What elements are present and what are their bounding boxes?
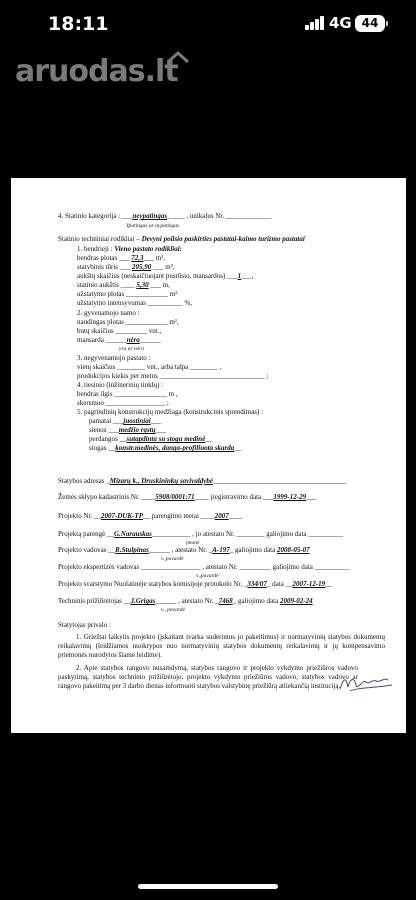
duty-2: 2. Apie statybos rangovo nusamdymą, statybos rangovo ir projekto vykdymo priežiūros vadovo paskyrimą, statybos techninio prižiūrėtojo, projekto vykdymo priežiūros vadovo, statybos vadovo ar rangovo pakeitimą per 3 darbo dienas informuoti statybos valstybinę priežiūrą atliekančią instituciją. bbox=[58, 664, 358, 690]
watermark-text: aruodas.lt bbox=[15, 54, 178, 89]
attic-row: mansarda ______nėra______ bbox=[77, 336, 161, 344]
home-indicator[interactable] bbox=[138, 884, 278, 889]
height-row: statinio aukštis ____ 5,30 ___ m, bbox=[77, 281, 170, 289]
diameter-row: skersmuo _________________ ; bbox=[77, 399, 169, 407]
places-row: vietų skaičius ________ vnt., arba talpa ________ , bbox=[77, 363, 222, 371]
duty-1: 1. Griežtai laikytis projekto (įskaitant tvarka suderintus jo pakeitimus) ir normatyvinių statybos dokumentų reikalavimų (leidžiamos nuokrypos nuo normatyvinių statybos dokumentų reikalavimų ir jų kompensavimo priemonės nurodytos šiame leidime). bbox=[58, 633, 385, 659]
slabs-row: perdangos __sutapdinta su stogu medinė__ bbox=[89, 435, 213, 443]
roof-row: stogas __konstr.medinės, danga-profiliuota skarda__ bbox=[89, 444, 242, 452]
project-row: Projekto Nr. __2007-DUK-TP__ parengimo metai ____2007____ bbox=[58, 512, 243, 520]
category-row: 4. Statinio kategorija : ___neypatingas_____ , unikalus Nr. _____________ bbox=[58, 212, 272, 220]
tech-indicators-row: Statinio techniniai rodikliai – Devyni poilsio paskirties pastatai-kaimo turizmo pastatai bbox=[58, 235, 305, 243]
intensity-row: užstatymo intensyvumas __________ %, bbox=[77, 299, 193, 307]
status-time: 18:11 bbox=[48, 13, 109, 35]
manager-row: Projekto vadovas __R.Stulpinas______ , atestato Nr. _A-197_ galiojimo data 2008-05-07 bbox=[58, 546, 310, 554]
supervisor-hint: v., pavardė bbox=[161, 607, 185, 613]
document-page bbox=[11, 178, 406, 733]
battery-icon: 44 bbox=[355, 15, 385, 32]
total-area-row: bendras plotas ___ 72,3___ m², bbox=[77, 254, 166, 262]
built-area-row: užstatymo plotas ____________ m² bbox=[77, 290, 178, 298]
foundation-row: pamatai ___juostiniai___ bbox=[89, 417, 162, 425]
signal-icon bbox=[305, 16, 325, 30]
production-row: produkcijos kiekis per metus ______________________________ ; bbox=[77, 372, 269, 380]
section-materials: 5. pagrindinių konstrukcijų medžiaga (konstrukcinis sprendimas) : bbox=[77, 408, 264, 416]
cadastre-row: Žemės sklypo kadastrinis Nr. ____5908/0001:71____ įregistravimo data ___1999-12-29___ bbox=[58, 493, 317, 501]
network-type: 4G bbox=[329, 14, 352, 32]
section-general: 1. bendrieji : Vieno pastato rodikliai: bbox=[77, 245, 183, 253]
expert-hint: v.,pavardė bbox=[196, 573, 219, 579]
bottom-area bbox=[0, 733, 416, 900]
status-bar bbox=[0, 0, 416, 50]
preparer-row: Projektą parengė __G.Narauskas___________ , jo atestato Nr. ________ galiojimo data __________ bbox=[58, 530, 344, 538]
section-nonresidential: 3. negyvenamojo pastato : bbox=[77, 354, 151, 362]
duties-title: Statytojas privalo : bbox=[58, 621, 111, 629]
volume-row: statybinis tūris ___ 205,90 ___ m³, bbox=[77, 263, 175, 271]
section-residential: 2. gyvenamojo namo : bbox=[77, 309, 140, 317]
section-linear: 4. tiesinio (inžinerinių tinklų) : bbox=[77, 381, 164, 389]
manager-hint: v.,pavardė bbox=[161, 556, 184, 562]
category-hint: Ypatingas ar nypatingas bbox=[126, 223, 180, 229]
length-row: bendras ilgis _______________ m , bbox=[77, 390, 178, 398]
preparer-hint: įmonė bbox=[186, 540, 200, 546]
address-row: Statybos adresas _Mizarų k., Druskininkų savivaldybė______________________________________ bbox=[58, 477, 346, 485]
attic-hint: yra ar nėra bbox=[119, 346, 145, 352]
handwritten-signature bbox=[336, 673, 396, 695]
expert-row: Projekto ekspertizės vadovas _________________ , atestato Nr. _________ galiojimo data __________ bbox=[58, 563, 350, 571]
useful-area-row: naudingas plotas ____________ m², bbox=[77, 318, 179, 326]
supervisor-row: Techninis prižiūrėtojas __J.Grigas______ , atestato Nr. _7468_ galiojimo data 2009-02-24 bbox=[58, 597, 313, 605]
floors-row: aukštų skaičius (neskaičiuojant pusrūsio, mansardos) ___1___, bbox=[77, 272, 254, 280]
watermark-roof-icon bbox=[167, 50, 189, 64]
commission-row: Projekto svarstymo Nuolatinėje statybos komisijoje protokolo Nr. _334/07_ data __2007-12-19__ bbox=[58, 580, 333, 588]
flats-row: butų skaičius _________ vnt., bbox=[77, 327, 162, 335]
walls-row: sienos ___medžio rąstų___ bbox=[89, 426, 167, 434]
